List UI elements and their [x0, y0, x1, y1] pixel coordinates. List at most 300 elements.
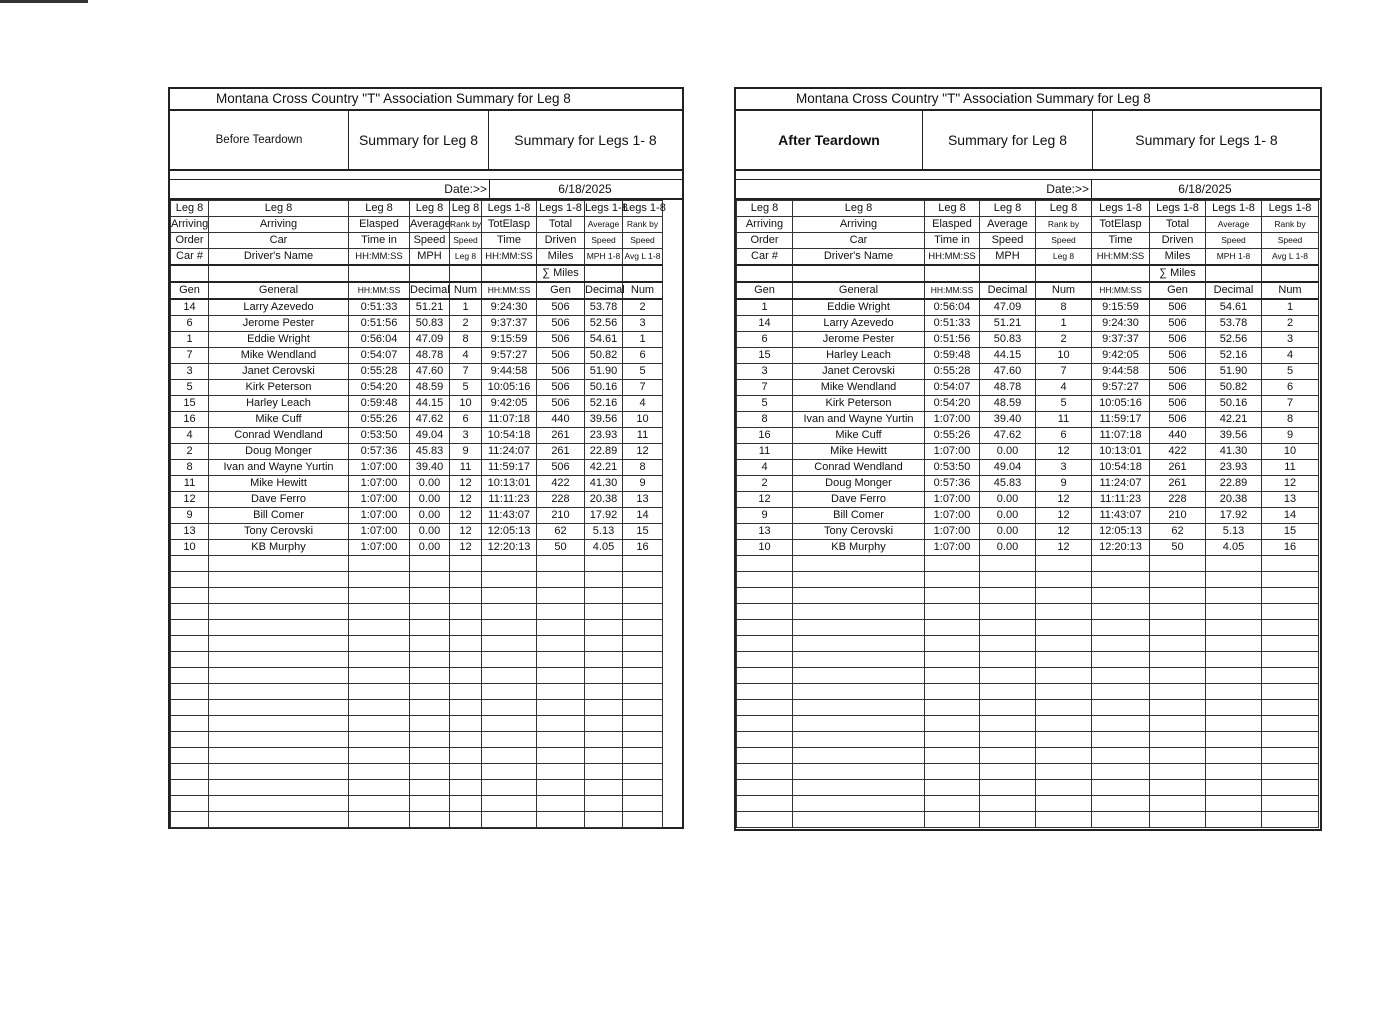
empty-row	[737, 620, 1319, 636]
table-cell: KB Murphy	[793, 540, 925, 556]
table-cell: 0:51:33	[349, 299, 410, 316]
table-cell: 9:57:27	[482, 348, 537, 364]
table-row	[171, 476, 663, 492]
results-table	[736, 200, 1319, 828]
table-cell: 9	[737, 508, 793, 524]
table-cell: 11:07:18	[482, 412, 537, 428]
table-cell: 1	[623, 332, 663, 348]
column-header: HH:MM:SS	[1092, 249, 1150, 266]
column-header: Leg 8	[1036, 249, 1092, 266]
summary-leg-label: Summary for Leg 8	[923, 111, 1093, 169]
table-cell: 14	[171, 299, 209, 316]
table-cell: 2	[737, 476, 793, 492]
table-cell: Tony Cerovski	[793, 524, 925, 540]
table-cell: 506	[1150, 299, 1206, 316]
table-cell: 12:20:13	[1092, 540, 1150, 556]
table-row	[737, 540, 1319, 556]
table-row	[737, 412, 1319, 428]
table-cell: 1:07:00	[349, 460, 410, 476]
sum-miles-label: ∑ Miles	[537, 265, 585, 282]
table-cell: 9:24:30	[482, 299, 537, 316]
column-header: Arriving	[209, 217, 349, 233]
table-cell: 14	[1262, 508, 1319, 524]
column-header: Driven	[1150, 233, 1206, 249]
table-cell: 0:56:04	[925, 299, 980, 316]
table-cell: 23.93	[585, 428, 623, 444]
empty-row	[737, 556, 1319, 572]
table-cell: 1:07:00	[925, 412, 980, 428]
column-header: Leg 8	[737, 201, 793, 217]
empty-row	[737, 764, 1319, 780]
table-row	[171, 299, 663, 316]
column-header: Speed	[585, 233, 623, 249]
column-header: Arriving	[793, 217, 925, 233]
table-cell: 51.90	[1206, 364, 1262, 380]
header-row	[737, 201, 1319, 217]
table-cell: 47.60	[980, 364, 1036, 380]
table-row	[171, 396, 663, 412]
empty-row	[737, 796, 1319, 812]
table-cell: Dave Ferro	[793, 492, 925, 508]
table-cell: 228	[1150, 492, 1206, 508]
table-cell: 261	[537, 428, 585, 444]
empty-row	[171, 780, 663, 796]
table-cell: 9:15:59	[482, 332, 537, 348]
table-cell: 48.59	[980, 396, 1036, 412]
table-cell: KB Murphy	[209, 540, 349, 556]
table-cell: 22.89	[585, 444, 623, 460]
table-cell: 51.21	[980, 316, 1036, 332]
column-header: Legs 1-8	[1092, 201, 1150, 217]
table-cell: 0:51:56	[349, 316, 410, 332]
table-cell: 210	[1150, 508, 1206, 524]
table-cell: 11:11:23	[482, 492, 537, 508]
column-header: Car #	[737, 249, 793, 266]
header-row	[171, 217, 663, 233]
table-cell: 0:54:20	[349, 380, 410, 396]
table-cell: Conrad Wendland	[209, 428, 349, 444]
table-cell: 0.00	[410, 540, 450, 556]
table-cell: 12:05:13	[1092, 524, 1150, 540]
table-cell: 13	[1262, 492, 1319, 508]
table-cell: 15	[737, 348, 793, 364]
table-row	[737, 348, 1319, 364]
table-cell: 9	[450, 444, 482, 460]
empty-row	[171, 796, 663, 812]
table-cell: 5	[1262, 364, 1319, 380]
table-cell: 506	[537, 364, 585, 380]
table-cell: 11:07:18	[1092, 428, 1150, 444]
table-cell: 422	[1150, 444, 1206, 460]
table-cell: 440	[1150, 428, 1206, 444]
table-cell: 7	[1262, 396, 1319, 412]
column-header: Total	[537, 217, 585, 233]
column-header: Average	[1206, 217, 1262, 233]
table-cell: 22.89	[1206, 476, 1262, 492]
empty-row	[171, 684, 663, 700]
column-header: Avg L 1-8	[1262, 249, 1319, 266]
table-cell: 5	[1036, 396, 1092, 412]
table-cell: 50.16	[1206, 396, 1262, 412]
column-header: Leg 8	[450, 249, 482, 266]
table-cell: 12	[450, 524, 482, 540]
column-subheader: Num	[450, 282, 482, 299]
table-cell: 5.13	[585, 524, 623, 540]
column-header: Order	[737, 233, 793, 249]
column-header: Legs 1-8	[623, 201, 663, 217]
table-cell: 0.00	[410, 524, 450, 540]
table-row	[737, 380, 1319, 396]
table-cell: 0:51:56	[925, 332, 980, 348]
table-cell: 39.40	[980, 412, 1036, 428]
table-cell: 12	[623, 444, 663, 460]
column-header: TotElasp	[1092, 217, 1150, 233]
table-cell: 11:43:07	[1092, 508, 1150, 524]
table-cell: 0:54:07	[925, 380, 980, 396]
column-header: HH:MM:SS	[482, 249, 537, 266]
table-cell: 41.30	[585, 476, 623, 492]
column-header: Arriving	[737, 217, 793, 233]
table-cell: 4	[623, 396, 663, 412]
table-cell: Eddie Wright	[793, 299, 925, 316]
empty-row	[737, 812, 1319, 828]
table-cell: 2	[1262, 316, 1319, 332]
column-header: HH:MM:SS	[349, 249, 410, 266]
table-cell: 0:57:36	[925, 476, 980, 492]
table-cell: 11:59:17	[1092, 412, 1150, 428]
table-cell: 6	[1262, 380, 1319, 396]
column-header: Leg 8	[349, 201, 410, 217]
table-cell: 0:56:04	[349, 332, 410, 348]
date-value: 6/18/2025	[558, 182, 612, 196]
sheet-title: Montana Cross Country "T" Association Summary for Leg 8	[170, 89, 682, 111]
table-cell: 50	[537, 540, 585, 556]
table-cell: 12	[1036, 524, 1092, 540]
table-cell: 49.04	[980, 460, 1036, 476]
table-cell: 41.30	[1206, 444, 1262, 460]
column-header: Legs 1-8	[1150, 201, 1206, 217]
table-cell: 11:11:23	[1092, 492, 1150, 508]
column-header: Arriving	[171, 217, 209, 233]
table-cell: 9	[623, 476, 663, 492]
table-cell: Mike Cuff	[793, 428, 925, 444]
empty-row	[737, 748, 1319, 764]
table-cell: 1:07:00	[349, 508, 410, 524]
table-cell: 3	[171, 364, 209, 380]
table-cell: 15	[623, 524, 663, 540]
header-row	[737, 249, 1319, 266]
table-cell: 506	[1150, 348, 1206, 364]
general-header-row	[171, 282, 663, 299]
empty-row	[171, 620, 663, 636]
table-row	[171, 540, 663, 556]
table-cell: 0.00	[980, 444, 1036, 460]
table-cell: 47.62	[410, 412, 450, 428]
table-cell: 39.56	[1206, 428, 1262, 444]
empty-row	[171, 604, 663, 620]
column-header: HH:MM:SS	[925, 249, 980, 266]
table-cell: 506	[537, 348, 585, 364]
table-cell: 15	[171, 396, 209, 412]
table-cell: 8	[737, 412, 793, 428]
table-cell: 4.05	[1206, 540, 1262, 556]
table-cell: 8	[171, 460, 209, 476]
table-cell: 210	[537, 508, 585, 524]
table-cell: 16	[1262, 540, 1319, 556]
table-cell: 8	[623, 460, 663, 476]
table-cell: 506	[1150, 396, 1206, 412]
table-cell: 12	[1036, 508, 1092, 524]
table-cell: 506	[537, 396, 585, 412]
table-row	[171, 332, 663, 348]
table-cell: 52.16	[1206, 348, 1262, 364]
table-cell: 11	[450, 460, 482, 476]
table-cell: 506	[1150, 364, 1206, 380]
table-cell: 261	[1150, 460, 1206, 476]
table-cell: Janet Cerovski	[209, 364, 349, 380]
table-row	[737, 299, 1319, 316]
column-header: MPH 1-8	[1206, 249, 1262, 266]
table-cell: Jerome Pester	[209, 316, 349, 332]
table-cell: 7	[171, 348, 209, 364]
table-cell: 50.83	[980, 332, 1036, 348]
table-cell: 17.92	[585, 508, 623, 524]
table-cell: Conrad Wendland	[793, 460, 925, 476]
header-row	[171, 233, 663, 249]
table-cell: 42.21	[585, 460, 623, 476]
table-cell: 12	[1036, 444, 1092, 460]
table-cell: 11	[1036, 412, 1092, 428]
table-cell: 47.62	[980, 428, 1036, 444]
table-cell: 506	[537, 460, 585, 476]
table-cell: 1:07:00	[349, 492, 410, 508]
column-header: Car #	[171, 249, 209, 266]
table-cell: 0:55:28	[349, 364, 410, 380]
table-cell: 228	[537, 492, 585, 508]
table-cell: 52.16	[585, 396, 623, 412]
empty-row	[171, 748, 663, 764]
table-cell: 2	[171, 444, 209, 460]
column-header: Time in	[925, 233, 980, 249]
table-cell: 5	[623, 364, 663, 380]
table-row	[171, 316, 663, 332]
table-cell: Mike Cuff	[209, 412, 349, 428]
table-row	[737, 316, 1319, 332]
table-cell: 15	[1262, 524, 1319, 540]
table-cell: 9	[1262, 428, 1319, 444]
table-cell: 11	[737, 444, 793, 460]
table-cell: 52.56	[585, 316, 623, 332]
table-cell: 0.00	[980, 540, 1036, 556]
table-cell: 10:13:01	[1092, 444, 1150, 460]
table-cell: 506	[1150, 412, 1206, 428]
table-cell: 11	[623, 428, 663, 444]
column-header: Car	[793, 233, 925, 249]
empty-row	[171, 732, 663, 748]
table-cell: 11:24:07	[1092, 476, 1150, 492]
column-header: Legs 1-8	[482, 201, 537, 217]
table-cell: 0:55:26	[349, 412, 410, 428]
table-cell: 47.09	[980, 299, 1036, 316]
table-cell: 8	[1036, 299, 1092, 316]
table-row	[737, 524, 1319, 540]
column-subheader: General	[209, 282, 349, 299]
empty-row	[171, 556, 663, 572]
table-cell: 12	[171, 492, 209, 508]
table-cell: 50	[1150, 540, 1206, 556]
table-cell: 16	[623, 540, 663, 556]
table-cell: 4	[450, 348, 482, 364]
table-cell: 12:20:13	[482, 540, 537, 556]
empty-row	[737, 652, 1319, 668]
table-cell: 48.78	[980, 380, 1036, 396]
table-cell: 47.09	[410, 332, 450, 348]
empty-row	[737, 636, 1319, 652]
summary-sheet-before-teardown	[168, 87, 684, 829]
table-cell: 10	[623, 412, 663, 428]
empty-row	[737, 780, 1319, 796]
column-subheader: Gen	[1150, 282, 1206, 299]
table-cell: 11	[171, 476, 209, 492]
summary-sheet-after-teardown	[734, 87, 1322, 831]
table-row	[737, 492, 1319, 508]
table-cell: 6	[450, 412, 482, 428]
general-header-row	[737, 282, 1319, 299]
column-header: Speed	[980, 233, 1036, 249]
table-cell: Eddie Wright	[209, 332, 349, 348]
table-cell: Mike Wendland	[209, 348, 349, 364]
table-cell: 10	[1262, 444, 1319, 460]
table-cell: 5.13	[1206, 524, 1262, 540]
table-cell: Doug Monger	[209, 444, 349, 460]
table-cell: 12	[1262, 476, 1319, 492]
empty-row	[171, 700, 663, 716]
empty-row	[737, 700, 1319, 716]
table-cell: Larry Azevedo	[793, 316, 925, 332]
date-row	[736, 180, 1320, 200]
table-cell: 3	[623, 316, 663, 332]
column-header: Driver's Name	[209, 249, 349, 266]
table-row	[171, 460, 663, 476]
date-value: 6/18/2025	[1178, 182, 1232, 196]
column-header: Leg 8	[209, 201, 349, 217]
column-header: MPH	[410, 249, 450, 266]
table-cell: 45.83	[980, 476, 1036, 492]
table-cell: Jerome Pester	[793, 332, 925, 348]
table-cell: Kirk Peterson	[209, 380, 349, 396]
column-header: Leg 8	[1036, 201, 1092, 217]
scan-edge-mark	[0, 0, 88, 3]
column-subheader: Gen	[171, 282, 209, 299]
table-cell: 0.00	[980, 524, 1036, 540]
table-cell: 0.00	[410, 492, 450, 508]
table-cell: 53.78	[585, 299, 623, 316]
table-cell: 3	[450, 428, 482, 444]
column-subheader: HH:MM:SS	[925, 282, 980, 299]
empty-row	[737, 732, 1319, 748]
table-cell: 6	[623, 348, 663, 364]
column-header: Speed	[410, 233, 450, 249]
empty-row	[737, 604, 1319, 620]
table-cell: 13	[737, 524, 793, 540]
table-cell: 0:51:33	[925, 316, 980, 332]
table-cell: 4	[737, 460, 793, 476]
date-label: Date:>>	[736, 180, 1092, 198]
column-header: Car	[209, 233, 349, 249]
table-cell: Mike Hewitt	[209, 476, 349, 492]
column-header: Legs 1-8	[1262, 201, 1319, 217]
table-row	[737, 508, 1319, 524]
results-table	[170, 200, 666, 828]
column-subheader: Gen	[537, 282, 585, 299]
column-header: Rank by	[450, 217, 482, 233]
table-cell: 11	[1262, 460, 1319, 476]
column-header: TotElasp	[482, 217, 537, 233]
column-header: Rank by	[1036, 217, 1092, 233]
column-header: Leg 8	[171, 201, 209, 217]
table-cell: 3	[1262, 332, 1319, 348]
table-cell: 12	[1036, 492, 1092, 508]
table-cell: 0:53:50	[925, 460, 980, 476]
table-cell: 6	[737, 332, 793, 348]
table-row	[171, 524, 663, 540]
column-header: Leg 8	[793, 201, 925, 217]
header-row	[171, 201, 663, 217]
table-cell: 1:07:00	[349, 540, 410, 556]
sheet-header-row	[736, 111, 1320, 171]
table-cell: 10	[450, 396, 482, 412]
column-subheader: General	[793, 282, 925, 299]
table-cell: 50.82	[1206, 380, 1262, 396]
table-row	[737, 460, 1319, 476]
table-cell: 48.78	[410, 348, 450, 364]
table-cell: Kirk Peterson	[793, 396, 925, 412]
table-cell: 1:07:00	[349, 476, 410, 492]
column-header: Driver's Name	[793, 249, 925, 266]
date-row	[170, 180, 682, 200]
table-cell: 8	[450, 332, 482, 348]
table-cell: 12:05:13	[482, 524, 537, 540]
table-cell: 0:55:28	[925, 364, 980, 380]
table-cell: Bill Comer	[793, 508, 925, 524]
table-cell: 16	[171, 412, 209, 428]
table-cell: 10:05:16	[482, 380, 537, 396]
empty-row	[737, 572, 1319, 588]
column-header: Miles	[1150, 249, 1206, 266]
table-cell: 0:57:36	[349, 444, 410, 460]
table-cell: 10:54:18	[482, 428, 537, 444]
column-header: Average	[410, 217, 450, 233]
table-cell: 9:44:58	[482, 364, 537, 380]
empty-row	[737, 668, 1319, 684]
table-cell: 1:07:00	[925, 492, 980, 508]
table-cell: 10	[171, 540, 209, 556]
sheet-title: Montana Cross Country "T" Association Summary for Leg 8	[736, 89, 1320, 111]
table-cell: 0:53:50	[349, 428, 410, 444]
column-header: Leg 8	[450, 201, 482, 217]
summary-legs-label: Summary for Legs 1- 8	[1135, 132, 1278, 148]
table-cell: 13	[171, 524, 209, 540]
table-cell: 54.61	[585, 332, 623, 348]
table-cell: 42.21	[1206, 412, 1262, 428]
table-cell: Dave Ferro	[209, 492, 349, 508]
column-header: Leg 8	[410, 201, 450, 217]
table-cell: 440	[537, 412, 585, 428]
table-cell: 2	[623, 299, 663, 316]
table-cell: 10	[737, 540, 793, 556]
column-header: Speed	[450, 233, 482, 249]
table-cell: 3	[737, 364, 793, 380]
